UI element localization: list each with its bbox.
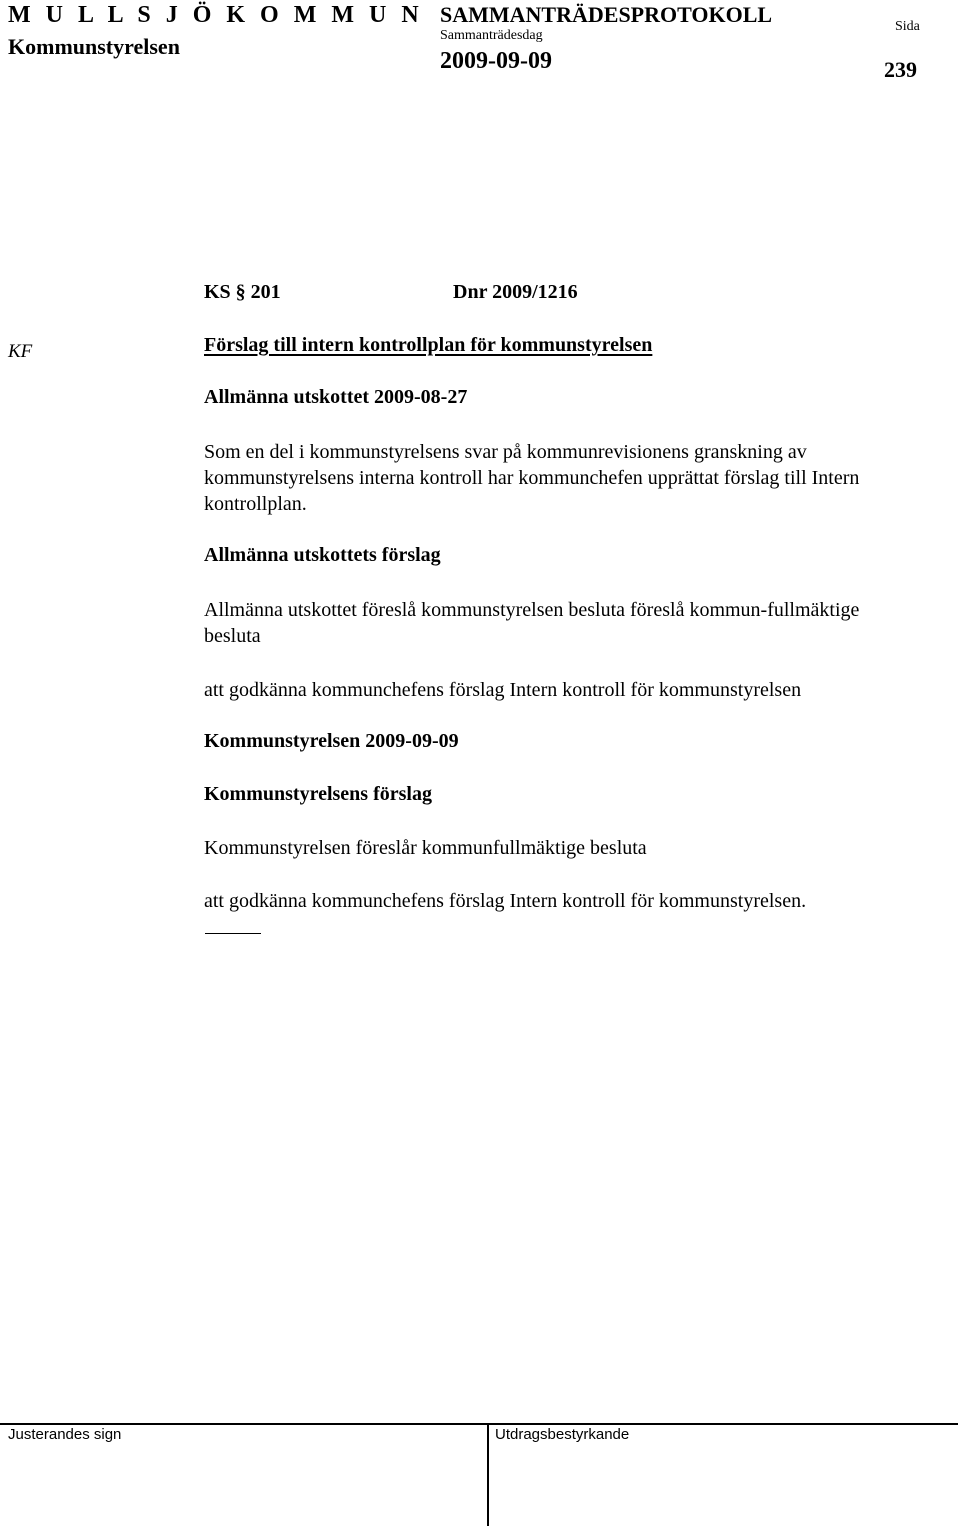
committee-proposal-decision: att godkänna kommunchefens förslag Intern kontroll för kommunstyrelsen	[204, 679, 802, 701]
board-proposal-text: Kommunstyrelsen föreslår kommunfullmäktige besluta	[204, 837, 647, 859]
paragraph-reference: KS § 201	[204, 281, 281, 303]
case-title: Förslag till intern kontrollplan för kommunstyrelsen	[204, 334, 653, 356]
section-end-rule	[205, 933, 261, 934]
board-name: Kommunstyrelsen	[8, 34, 180, 59]
board-proposal-heading: Kommunstyrelsens förslag	[204, 783, 432, 805]
diary-number: Dnr 2009/1216	[453, 281, 578, 303]
footer-utdragsbestyrkande: Utdragsbestyrkande	[495, 1426, 630, 1443]
board-proposal-decision: att godkänna kommunchefens förslag Intern kontroll för kommunstyrelsen.	[204, 890, 807, 912]
committee-proposal-heading: Allmänna utskottets förslag	[204, 544, 441, 566]
municipality-name: M U L L S J Ö K O M M U N	[8, 2, 424, 28]
footer-rule	[0, 1423, 958, 1425]
page-number: 239	[884, 57, 917, 82]
margin-note: KF	[8, 341, 33, 362]
board-heading: Kommunstyrelsen 2009-09-09	[204, 730, 459, 752]
document-type: SAMMANTRÄDESPROTOKOLL	[440, 2, 773, 27]
committee-heading: Allmänna utskottet 2009-08-27	[204, 386, 468, 408]
intro-paragraph: Som en del i kommunstyrelsens svar på kommunrevisionens granskning av kommunstyrelsens interna kontroll har kommunchefen upprättat förslag till Intern kontrollplan.	[204, 441, 860, 515]
page-label: Sida	[895, 19, 920, 34]
committee-proposal-text: Allmänna utskottet föreslå kommunstyrelsen besluta föreslå kommun-fullmäktige besluta	[204, 599, 860, 647]
meeting-date-label: Sammanträdesdag	[440, 28, 543, 43]
footer-divider	[487, 1423, 489, 1526]
meeting-date: 2009-09-09	[440, 48, 552, 74]
footer-justerandes-sign: Justerandes sign	[8, 1426, 122, 1443]
